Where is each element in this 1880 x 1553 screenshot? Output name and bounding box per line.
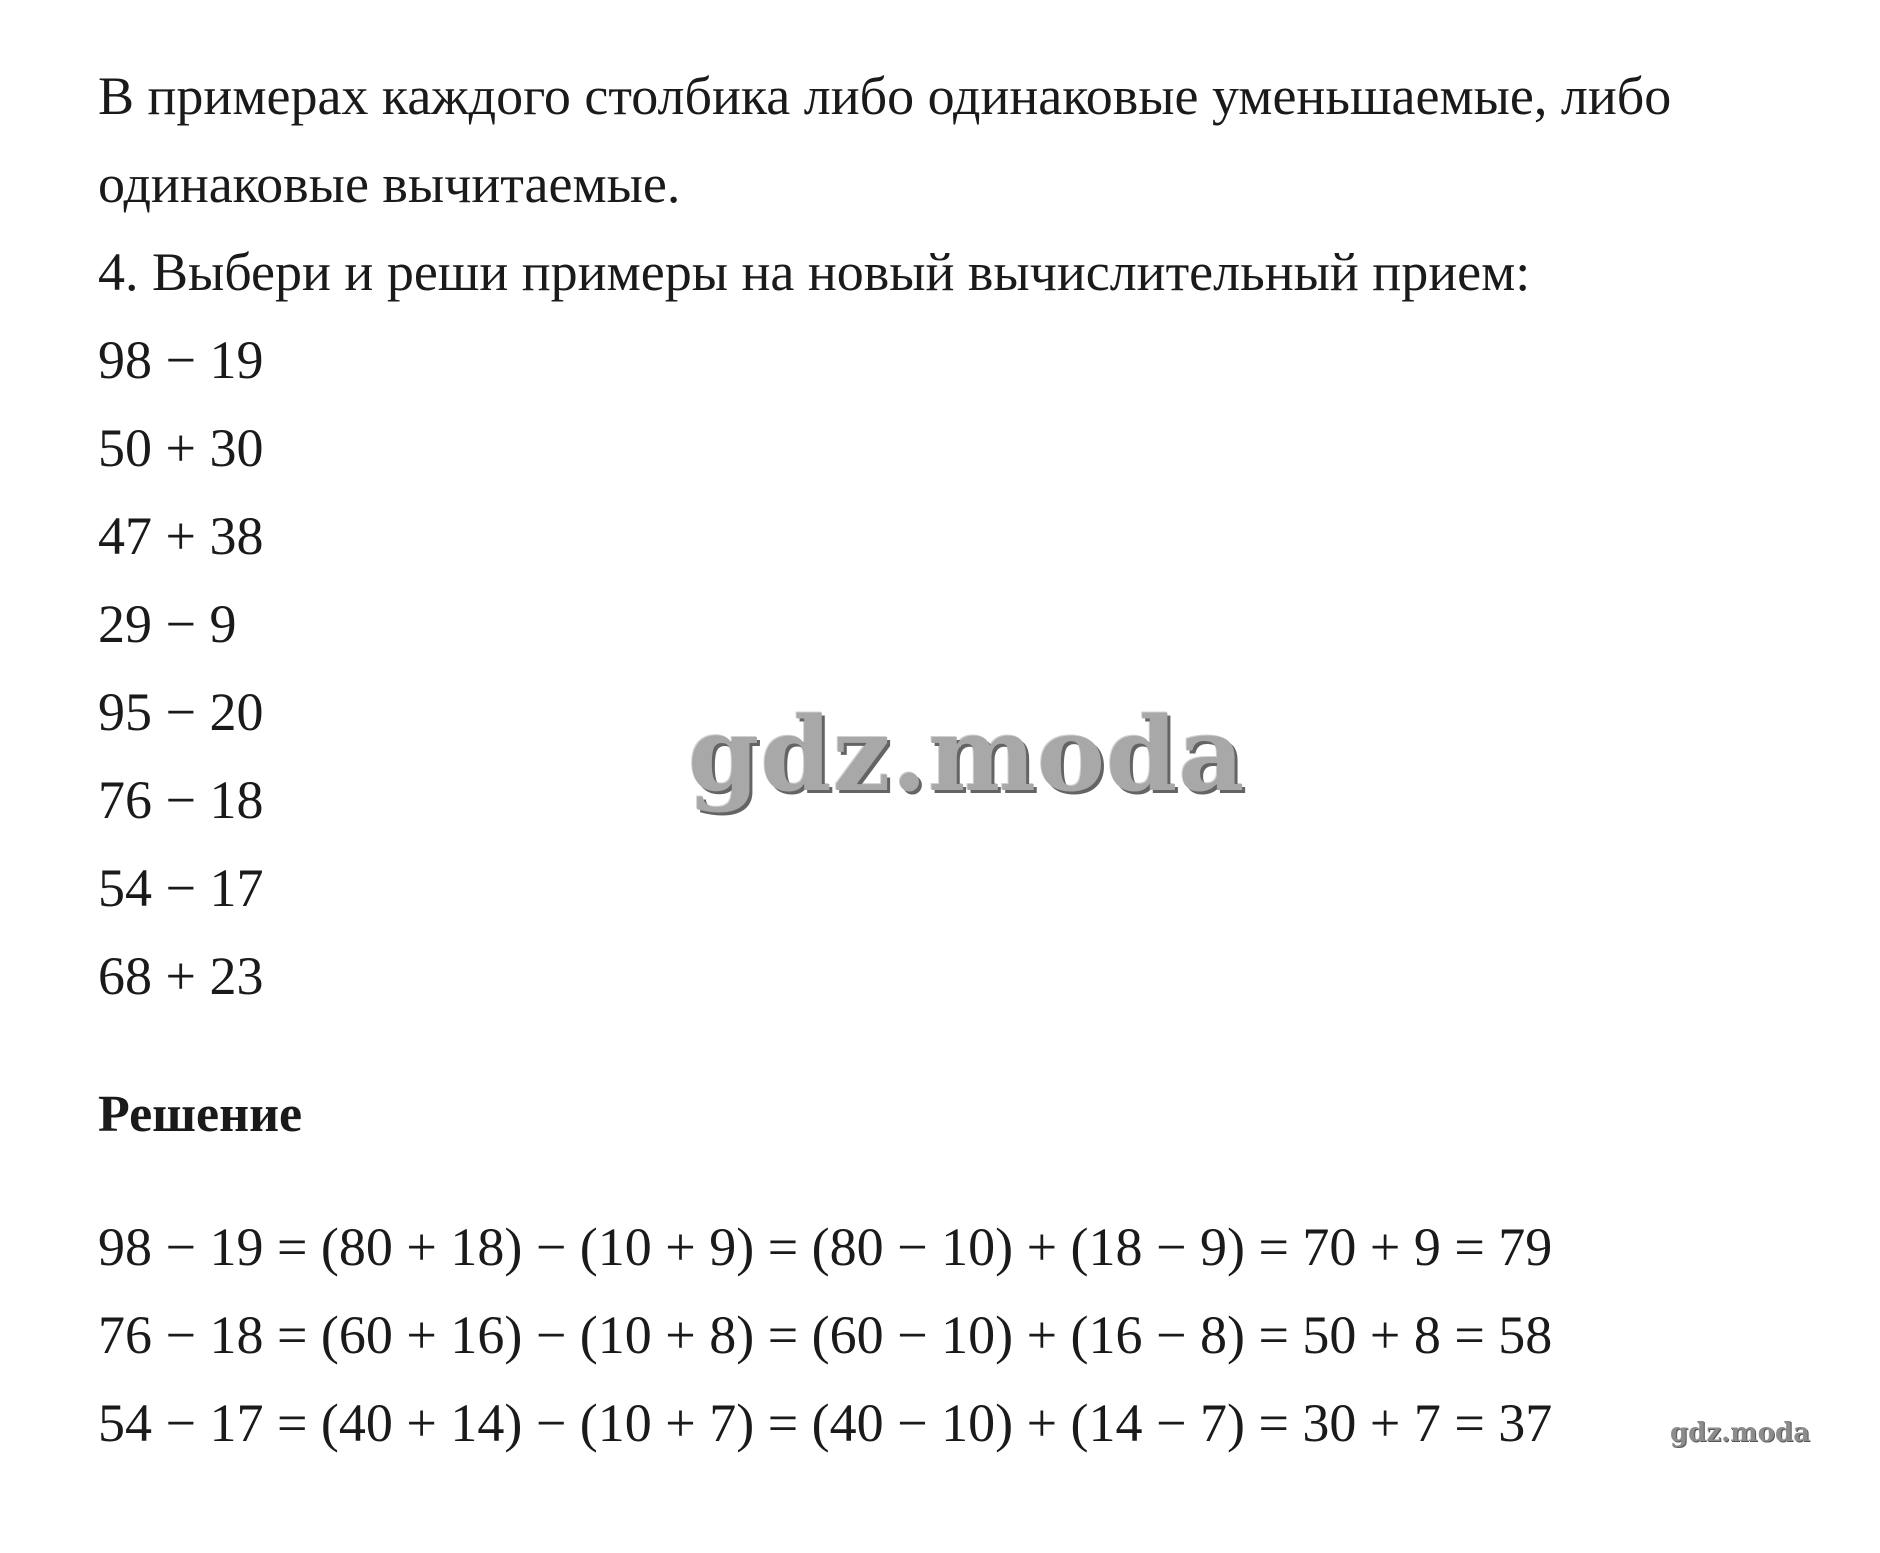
example-item: 76 − 18: [98, 770, 264, 830]
example-item: 68 + 23: [98, 946, 264, 1006]
watermark-logo: gdz.moda: [688, 695, 1246, 815]
solution-heading: Решение: [98, 1086, 303, 1143]
example-item: 95 − 20: [98, 682, 264, 742]
intro-line-1: В примерах каждого столбика либо одинаковые уменьшаемые, либо: [98, 66, 1672, 126]
intro-line-2: одинаковые вычитаемые.: [98, 154, 681, 214]
watermark-logo-small: gdz.moda: [1670, 1418, 1811, 1448]
solution-line: 98 − 19 = (80 + 18) − (10 + 9) = (80 − 10) + (18 − 9) = 70 + 9 = 79: [98, 1217, 1553, 1277]
example-item: 47 + 38: [98, 506, 264, 566]
example-item: 29 − 9: [98, 594, 237, 654]
task-title: 4. Выбери и реши примеры на новый вычислительный прием:: [98, 242, 1531, 302]
solution-line: 54 − 17 = (40 + 14) − (10 + 7) = (40 − 10) + (14 − 7) = 30 + 7 = 37: [98, 1393, 1553, 1453]
example-item: 50 + 30: [98, 418, 264, 478]
solution-line: 76 − 18 = (60 + 16) − (10 + 8) = (60 − 10) + (16 − 8) = 50 + 8 = 58: [98, 1305, 1553, 1365]
example-item: 98 − 19: [98, 330, 264, 390]
example-item: 54 − 17: [98, 858, 264, 918]
